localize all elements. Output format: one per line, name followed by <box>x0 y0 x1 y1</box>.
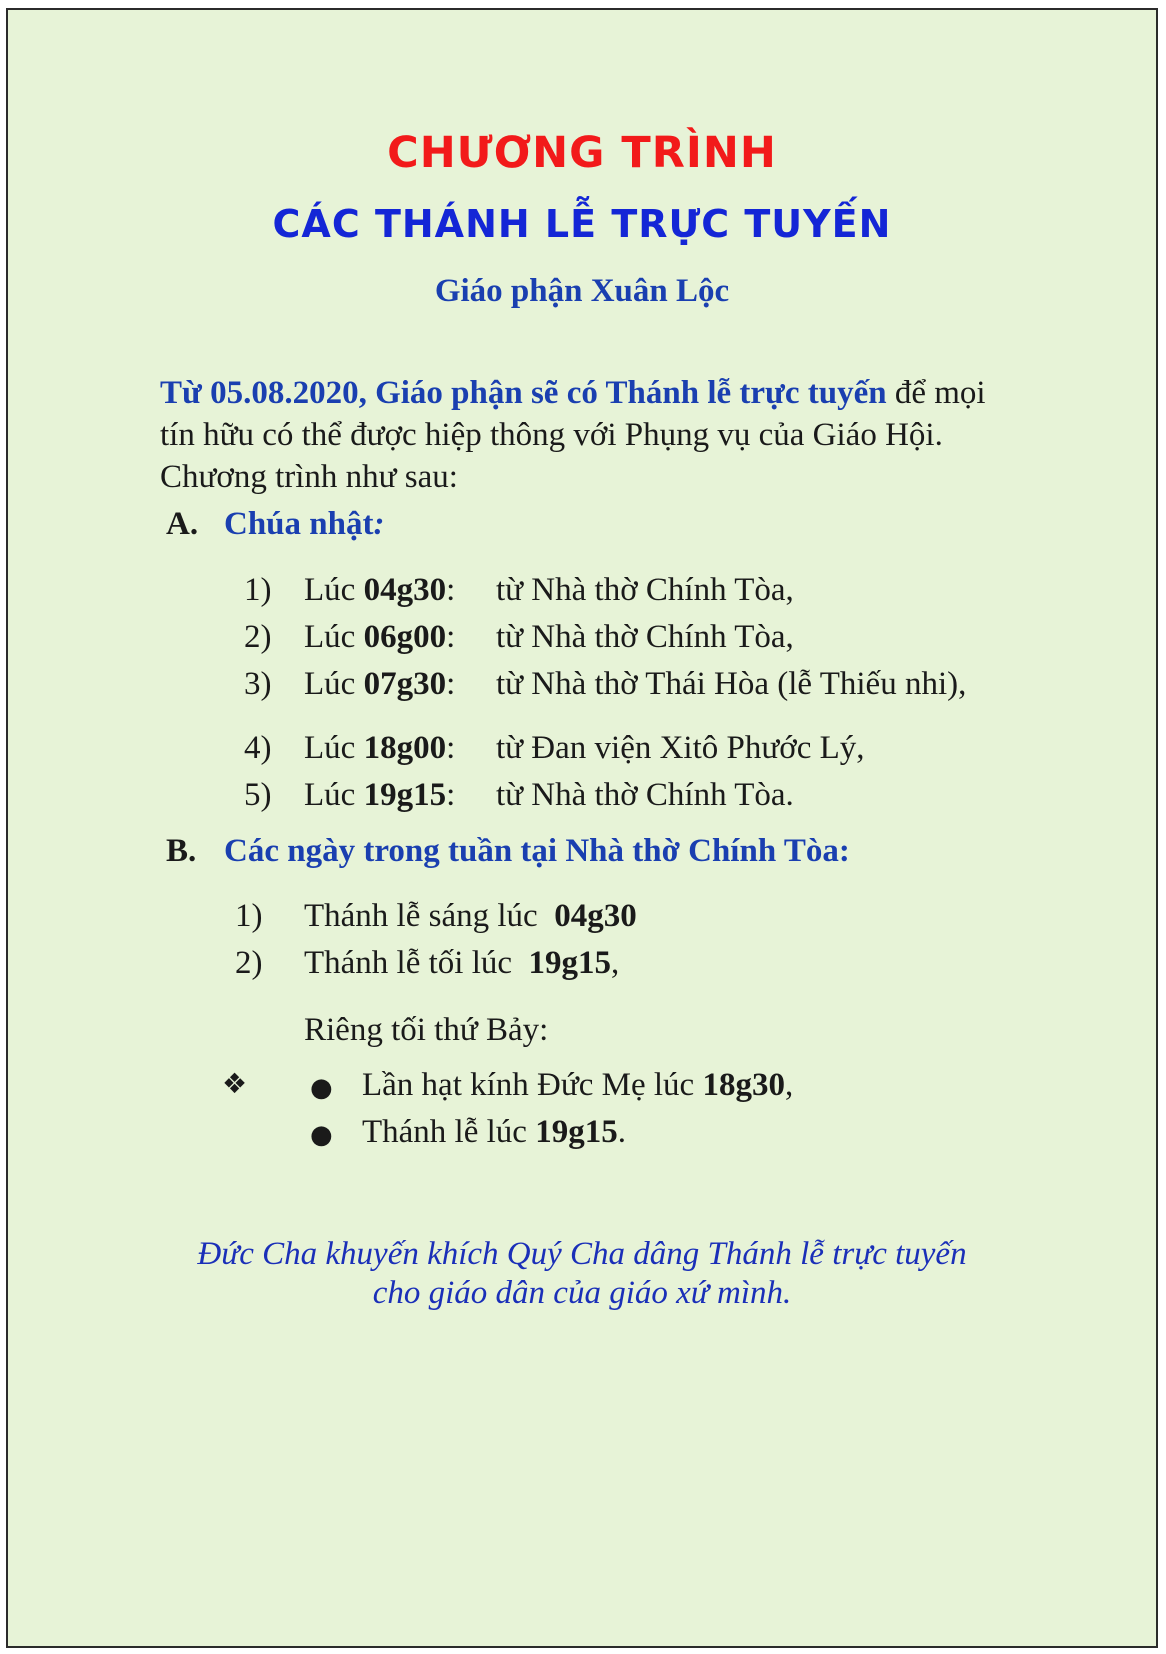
diamond-bullet-icon: ❖ <box>222 1067 248 1100</box>
section-a-title <box>224 506 384 543</box>
sunday-item-time: Lúc 04g30: <box>304 572 456 608</box>
sunday-item-location: từ Nhà thờ Thái Hòa (lễ Thiếu nhi), <box>496 666 967 702</box>
sunday-item-time: Lúc 06g00: <box>304 619 456 655</box>
sunday-item-time: Lúc 18g00: <box>304 730 456 766</box>
section-a-title-text: Chúa nhật <box>224 506 374 542</box>
diocese-name: Giáo phận Xuân Lộc <box>434 273 730 309</box>
intro-highlight: Từ 05.08.2020, Giáo phận sẽ có Thánh lễ trực tuyến <box>160 375 887 411</box>
sunday-item-location: từ Nhà thờ Chính Tòa, <box>496 572 794 608</box>
section-b-title: Các ngày trong tuần tại Nhà thờ Chính Tòa: <box>224 833 850 869</box>
weekday-item-number: 1) <box>235 898 263 934</box>
sunday-item-time: Lúc 07g30: <box>304 666 456 702</box>
section-b-letter: B. <box>166 833 197 869</box>
section-a-title-suffix: : <box>373 506 385 542</box>
sunday-item-location: từ Nhà thờ Chính Tòa. <box>496 777 794 813</box>
saturday-bullet-text: Lần hạt kính Đức Mẹ lúc 18g30, <box>362 1067 794 1103</box>
weekday-item-text: Thánh lễ sáng lúc 04g30 <box>304 898 637 934</box>
closing-line-2: cho giáo dân của giáo xứ mình. <box>372 1275 792 1311</box>
sunday-item-location: từ Đan viện Xitô Phước Lý, <box>496 730 865 766</box>
sunday-item-number: 4) <box>244 730 272 766</box>
sunday-item-location: từ Nhà thờ Chính Tòa, <box>496 619 794 655</box>
closing-line-1: Đức Cha khuyến khích Quý Cha dâng Thánh lễ trực tuyến <box>197 1236 967 1272</box>
bullet-icon: ● <box>310 1120 333 1150</box>
intro-rest: để mọi tín hữu có thể được hiệp thông với Phụng vụ của Giáo Hội. Chương trình như sau: <box>160 375 986 495</box>
document-page <box>6 8 1158 1648</box>
sunday-item-number: 5) <box>244 777 272 813</box>
sunday-item-time: Lúc 19g15: <box>304 777 456 813</box>
bullet-icon: ● <box>310 1073 333 1103</box>
section-a-letter: A. <box>166 506 199 542</box>
saturday-bullet-text: Thánh lễ lúc 19g15. <box>362 1114 626 1150</box>
program-title: CHƯƠNG TRÌNH <box>387 128 777 178</box>
intro-paragraph <box>160 372 1010 498</box>
sunday-item-number: 1) <box>244 572 272 608</box>
program-subtitle: CÁC THÁNH LỄ TRỰC TUYẾN <box>272 202 892 246</box>
weekday-item-number: 2) <box>235 945 263 981</box>
weekday-item-text: Thánh lễ tối lúc 19g15, <box>304 945 620 981</box>
saturday-label: Riêng tối thứ Bảy: <box>304 1012 549 1048</box>
sunday-item-number: 3) <box>244 666 272 702</box>
sunday-item-number: 2) <box>244 619 272 655</box>
